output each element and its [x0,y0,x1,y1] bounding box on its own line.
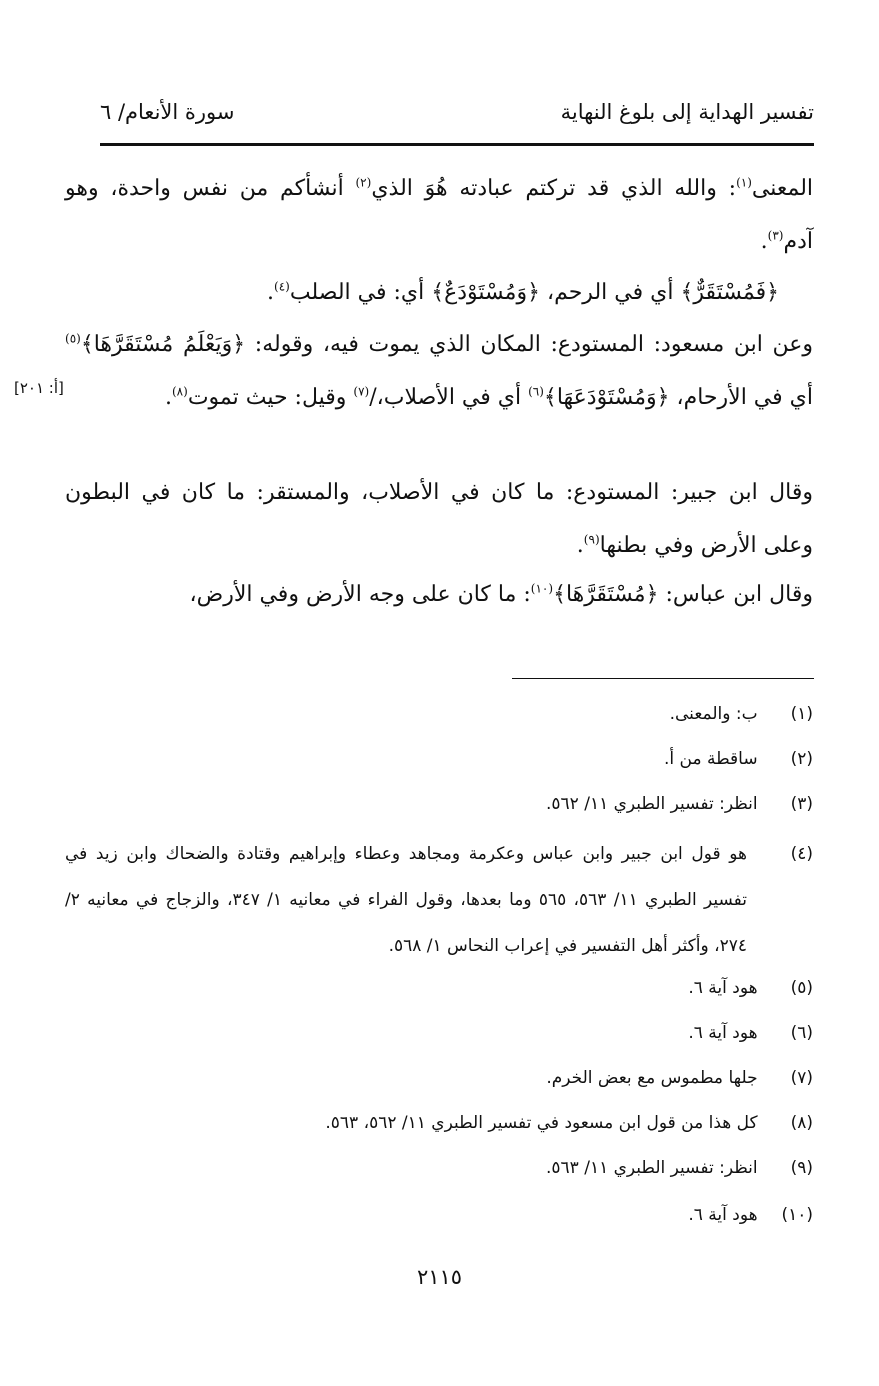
footnote-text: انظر: تفسير الطبري ١١/ ٥٦٣. [545,1158,758,1178]
footnote-number: (٦) [790,1023,813,1043]
footnote-10 [688,1205,813,1225]
footnote-text: هود آية ٦. [688,1205,758,1225]
text-run: وقيل: حيث تموت [187,385,354,410]
quran-quote: ﴿وَمُسْتَوْدَعٌ﴾ [431,280,540,305]
footnote-text: جلها مطموس مع بعض الخرم. [546,1068,758,1088]
footnote-ref[interactable]: (٥) [65,331,81,346]
quran-quote: ﴿فَمُسْتَقَرٌّ﴾ [680,280,779,305]
footnote-ref[interactable]: (١) [736,175,752,190]
text-run: أي: في الصلب [289,280,432,305]
text-run: . [576,533,584,558]
book-title: تفسير الهداية إلى بلوغ النهاية [560,100,814,124]
header-rule [100,143,814,146]
footnote-separator [512,678,814,679]
text-run: : ما كان على وجه الأرض وفي الأرض، [189,582,531,607]
paragraph-4 [65,466,813,572]
footnote-number: (٣) [790,794,813,814]
text-run: . [267,280,275,305]
footnote-ref[interactable]: (٤) [274,279,290,294]
paragraph-2 [65,266,779,319]
text-run: أي في الرحم، [539,280,681,305]
running-header [100,100,814,130]
footnote-3 [546,794,813,814]
quran-quote: ﴿مُسْتَقَرَّهَا﴾ [553,582,659,607]
footnote-ref[interactable]: (٩) [583,532,600,547]
footnote-number: (٤) [790,844,813,864]
footnote-8 [325,1113,813,1133]
footnote-ref[interactable]: (٢) [355,175,372,190]
surah-label: سورة الأنعام/ ٦ [100,100,235,124]
text-run: المعنى [751,176,814,201]
footnote-text: كل هذا من قول ابن مسعود في تفسير الطبري ١١/ ٥٦٢، ٥٦٣. [325,1113,758,1133]
footnote-text: هو قول ابن جبير وابن عباس وعكرمة ومجاهد وعطاء وإبراهيم وقتادة والضحاك وابن زيد في تفسير الطبري ١١/ ٥٦٣، ٥٦٥ وما بعدها، وقول الفراء في معانيه ١/ ٣٤٧، والزجاج في معانيه ٢/ ٢٧٤، وأكثر أهل التفسير في إعراب النحاس ١/ ٥٦٨. [65,844,748,956]
footnote-text: هود آية ٦. [688,978,758,998]
footnote-number: (٥) [790,978,813,998]
text-run: وعن ابن مسعود: المستودع: المكان الذي يموت فيه، وقوله: [245,332,813,357]
text-run: أي في الأصلاب،/ [369,385,529,410]
paragraph-3 [65,318,813,424]
footnote-text: ب: والمعنى. [669,704,758,724]
footnote-2 [664,749,813,769]
footnote-number: (١٠) [781,1205,813,1225]
text-run: وقال ابن عباس: [658,582,813,607]
footnote-number: (٩) [790,1158,813,1178]
footnote-number: (٨) [790,1113,813,1133]
footnote-4 [65,831,813,969]
quran-quote: ﴿وَمُسْتَوْدَعَهَا﴾ [543,385,670,410]
text-run: : والله الذي قد تركتم عبادته هُوَ الذي [371,176,737,201]
footnote-9 [546,1158,813,1178]
footnote-text: هود آية ٦. [688,1023,758,1043]
footnote-number: (١) [790,704,813,724]
footnote-ref[interactable]: (١٠) [530,581,554,596]
paragraph-1 [65,162,813,268]
footnote-ref[interactable]: (٣) [767,228,784,243]
text-run: وقال ابن جبير: المستودع: ما كان في الأصلاب، والمستقر: ما كان في البطون وعلى الأرض وفي بطنها [65,480,813,558]
paragraph-5 [65,568,813,621]
manuscript-folio-ref: [أ: ٢٠١] [14,379,64,397]
footnote-text: ساقطة من أ. [664,749,758,769]
footnote-number: (٧) [790,1068,813,1088]
quran-quote: ﴿وَيَعْلَمُ مُسْتَقَرَّهَا﴾ [80,332,246,357]
footnote-6 [688,1023,813,1043]
footnote-ref[interactable]: (٦) [528,384,544,399]
page-number: ٢١١٥ [416,1265,463,1289]
footnote-5 [688,978,813,998]
footnote-ref[interactable]: (٨) [171,384,188,399]
footnote-7 [546,1068,813,1088]
footnote-ref[interactable]: (٧) [353,384,370,399]
footnote-1 [670,704,813,724]
footnote-text: انظر: تفسير الطبري ١١/ ٥٦٢. [545,794,758,814]
text-run: أي في الأرحام، [669,385,813,410]
footnote-number: (٢) [790,749,813,769]
text-run: أنشأكم من نفس واحدة، وهو آدم [65,176,813,254]
text-run: . [164,385,172,410]
text-run: . [760,229,768,254]
